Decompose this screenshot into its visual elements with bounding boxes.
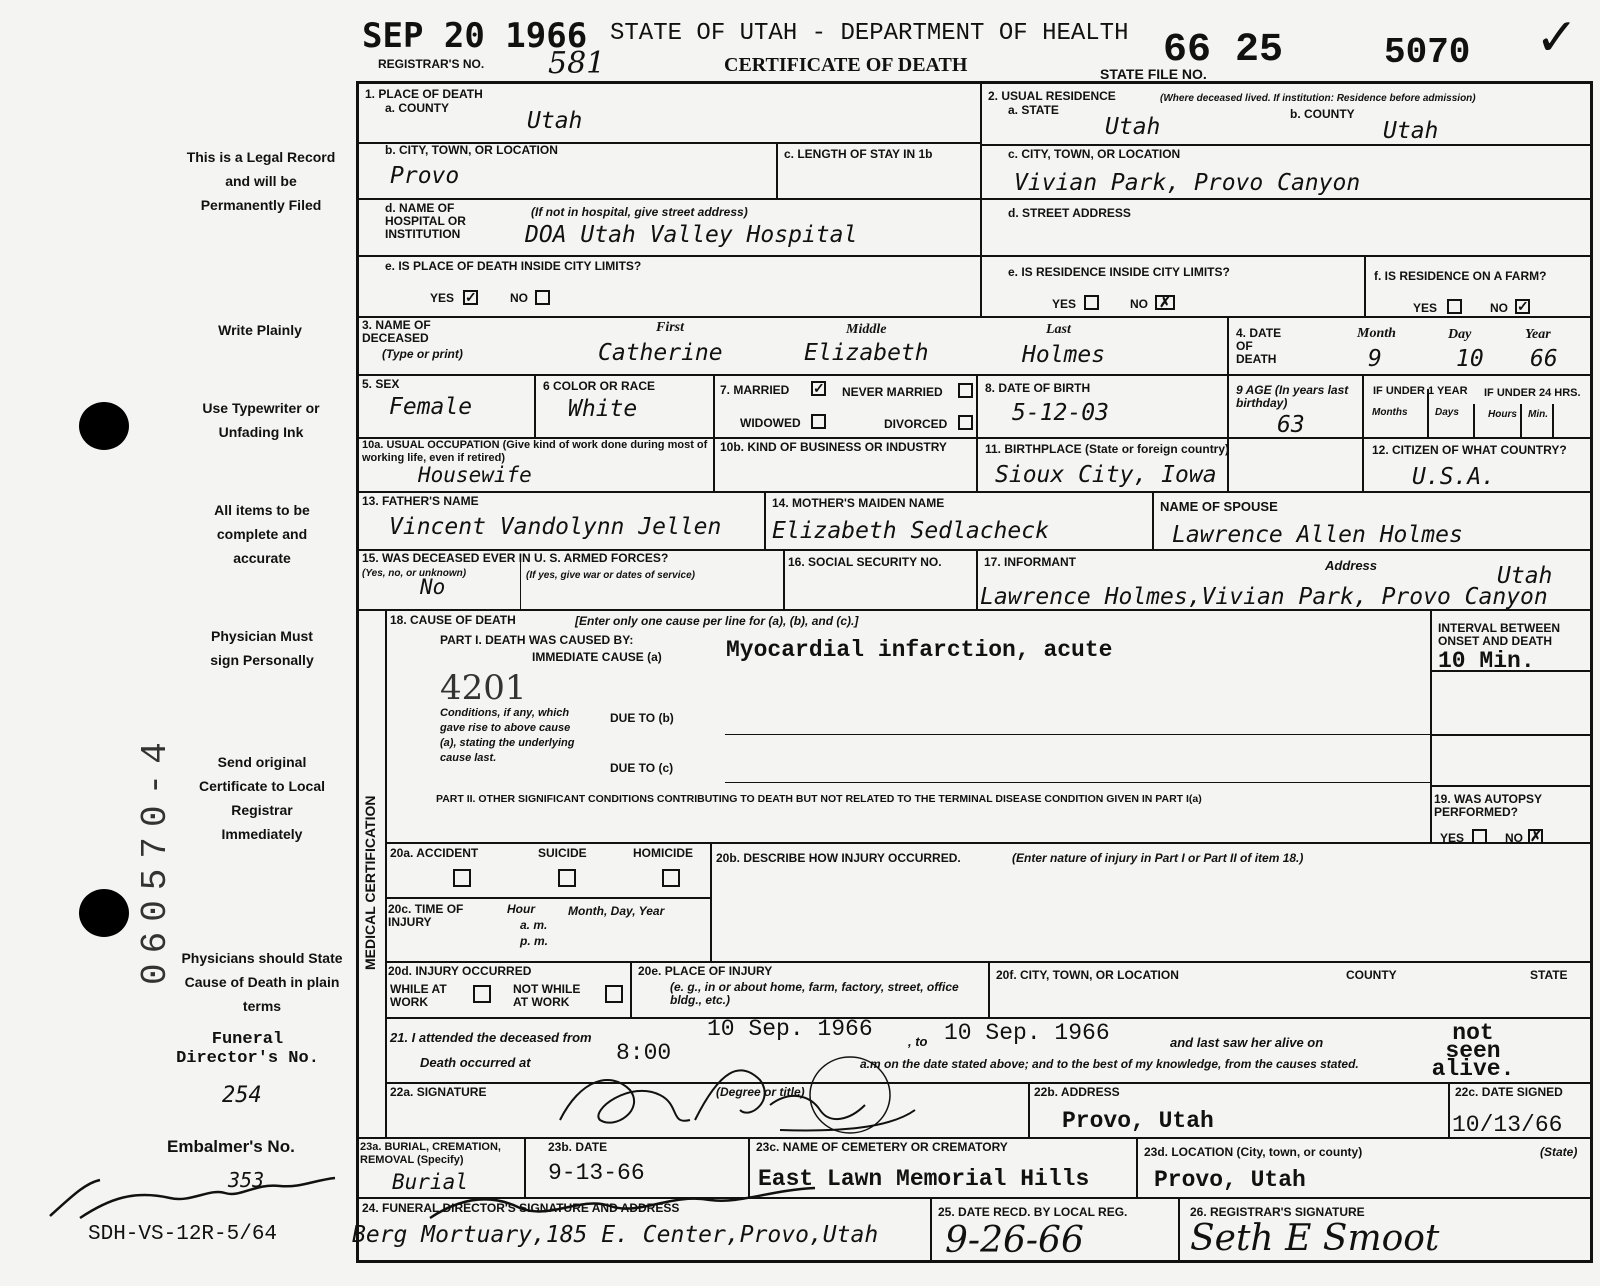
- occupation-value: Housewife: [418, 463, 532, 487]
- suicide-label: SUICIDE: [538, 846, 587, 860]
- injury-city-label: 20f. CITY, TOWN, OR LOCATION: [996, 968, 1179, 982]
- res-state-label: a. STATE: [1008, 103, 1059, 117]
- sidebar-all-items: All items to be complete and accurate: [214, 502, 310, 566]
- type-note: (Type or print): [382, 347, 463, 361]
- date-signed-label: 22c. DATE SIGNED: [1455, 1085, 1563, 1099]
- part-1-label: PART I. DEATH WAS CAUSED BY:: [440, 633, 634, 647]
- hours-label: Hours: [1488, 409, 1517, 420]
- pod-no-label: NO: [510, 291, 528, 305]
- form-title: STATE OF UTAH - DEPARTMENT OF HEALTH: [610, 20, 1129, 47]
- first-label: First: [656, 320, 685, 335]
- registrar-signature: Seth E Smoot: [1190, 1218, 1440, 1259]
- spouse-value: Lawrence Allen Holmes: [1172, 522, 1463, 548]
- state-file-number: 5070: [1384, 32, 1471, 73]
- death-year-value: 66: [1530, 346, 1558, 372]
- autopsy-yes-checkbox[interactable]: [1472, 829, 1487, 844]
- physician-address-value: Provo, Utah: [1062, 1108, 1214, 1134]
- injury-occurred-label: 20d. INJURY OCCURRED: [388, 964, 532, 978]
- year-label: Year: [1525, 327, 1551, 342]
- not-while-at-work-checkbox[interactable]: [605, 985, 623, 1003]
- while-at-work-label: WHILE AT WORK: [390, 982, 447, 1009]
- res-farm-label: f. IS RESIDENCE ON A FARM?: [1374, 269, 1547, 283]
- age-value: 63: [1277, 412, 1305, 438]
- deceased-name-label: 3. NAME OF DECEASED: [362, 318, 431, 345]
- pm-label: p. m.: [520, 934, 549, 948]
- cause-code: 4201: [440, 668, 527, 708]
- funeral-director-number: 254: [222, 1083, 262, 1108]
- sidebar-physician-sign: Physician Must sign Personally: [210, 628, 314, 668]
- date-recd-value: 9-26-66: [945, 1220, 1084, 1261]
- last-saw-value: not seen alive.: [1431, 1020, 1515, 1082]
- homicide-checkbox[interactable]: [662, 869, 680, 887]
- sidebar-write-plainly: Write Plainly: [218, 322, 302, 338]
- sex-label: 5. SEX: [362, 377, 400, 391]
- race-value: White: [568, 396, 638, 422]
- embalmer-signature: [40, 1168, 340, 1228]
- hospital-label: d. NAME OF HOSPITAL OR INSTITUTION: [385, 201, 466, 241]
- sidebar-use-typewriter: Use Typewriter or Unfading Ink: [202, 400, 320, 440]
- informant-label: 17. INFORMANT: [984, 555, 1077, 569]
- punch-hole-bottom: [79, 889, 129, 937]
- hour-label: Hour: [507, 902, 535, 916]
- time-of-injury-label: 20c. TIME OF INJURY: [388, 902, 464, 929]
- death-day-value: 10: [1456, 346, 1484, 372]
- last-saw-label: and last saw her alive on: [1170, 1035, 1324, 1050]
- farm-yes-checkbox[interactable]: [1447, 299, 1462, 314]
- attended-to-value: 10 Sep. 1966: [944, 1020, 1110, 1046]
- pod-city-value: Provo: [390, 163, 460, 189]
- informant-address-label: Address: [1325, 558, 1378, 573]
- min-label: Min.: [1528, 409, 1548, 420]
- death-month-value: 9: [1368, 346, 1382, 372]
- cemetery-value: East Lawn Memorial Hills: [758, 1166, 1090, 1192]
- informant-state-value: Utah: [1497, 563, 1553, 589]
- informant-value: Lawrence Holmes,Vivian Park, Provo Canyon: [980, 584, 1548, 610]
- last-label: Last: [1046, 322, 1071, 337]
- cause-note: [Enter only one cause per line for (a), (b), and (c).]: [575, 614, 859, 628]
- armed-forces-value: No: [420, 575, 446, 599]
- month-label: Month: [1357, 326, 1396, 341]
- pod-county-value: Utah: [527, 108, 583, 134]
- hospital-note: (If not in hospital, give street address): [531, 205, 748, 219]
- death-time-value: 8:00: [616, 1040, 672, 1066]
- under-24-hrs-label: IF UNDER 24 HRS.: [1484, 387, 1581, 399]
- serial-number: 060570-4: [135, 732, 176, 985]
- immediate-cause-label: IMMEDIATE CAUSE (a): [532, 650, 662, 664]
- res-city-value: Vivian Park, Provo Canyon: [1014, 170, 1361, 196]
- citizen-value: U.S.A.: [1412, 464, 1496, 490]
- death-time-suffix: a.m on the date stated above; and to the best of my knowledge, from the causes stated.: [860, 1057, 1359, 1071]
- sex-value: Female: [389, 394, 473, 420]
- funeral-director-signature: [420, 1178, 820, 1228]
- middle-name-value: Elizabeth: [804, 340, 929, 366]
- burial-date-value: 9-13-66: [548, 1160, 645, 1186]
- place-of-injury-note: (e. g., in or about home, farm, factory, street, office bldg., etc.): [670, 980, 959, 1007]
- birth-date-value: 5-12-03: [1012, 400, 1109, 426]
- due-to-b-label: DUE TO (b): [610, 711, 674, 725]
- divorced-checkbox[interactable]: [958, 415, 973, 430]
- armed-note-2: (If yes, give war or dates of service): [526, 570, 695, 581]
- res-city-label: c. CITY, TOWN, OR LOCATION: [1008, 147, 1181, 161]
- embalmer-label: Embalmer's No.: [167, 1137, 295, 1156]
- funeral-director-value: Berg Mortuary,185 E. Center,Provo,Utah: [352, 1222, 879, 1248]
- funeral-director-sig-label: 24. FUNERAL DIRECTOR'S SIGNATURE AND ADDRESS: [362, 1201, 680, 1215]
- first-name-value: Catherine: [598, 340, 723, 366]
- date-of-death-label: 4. DATE OF DEATH: [1236, 326, 1282, 366]
- farm-yes-label: YES: [1413, 301, 1438, 315]
- form-number: SDH-VS-12R-5/64: [88, 1223, 278, 1246]
- burial-label: 23a. BURIAL, CREMATION, REMOVAL (Specify): [360, 1141, 501, 1166]
- length-of-stay-label: c. LENGTH OF STAY IN 1b: [784, 147, 933, 161]
- homicide-label: HOMICIDE: [633, 846, 693, 860]
- armed-note-1: (Yes, no, or unknown): [362, 568, 467, 579]
- funeral-director-label: Funeral Director's No.: [176, 1030, 319, 1068]
- sidebar-send-original: Send original Certificate to Local Registrar Immediately: [198, 754, 326, 842]
- months-label: Months: [1372, 407, 1408, 418]
- registrar-label: REGISTRAR'S NO.: [378, 57, 485, 71]
- medical-certification-label: MEDICAL CERTIFICATION: [362, 795, 378, 970]
- day-label: Day: [1448, 327, 1472, 342]
- divorced-label: DIVORCED: [884, 417, 948, 431]
- days-label: Days: [1435, 407, 1459, 418]
- pod-county-label: a. COUNTY: [385, 101, 450, 115]
- married-checkbox[interactable]: ✓: [813, 380, 825, 396]
- punch-hole-top: [79, 402, 129, 450]
- res-county-value: Utah: [1383, 118, 1439, 144]
- injury-county-label: COUNTY: [1346, 968, 1397, 982]
- farm-no-checkbox[interactable]: ✓: [1517, 298, 1529, 314]
- death-occurred-label: Death occurred at: [420, 1055, 531, 1070]
- mother-value: Elizabeth Sedlacheck: [772, 518, 1049, 544]
- occupation-label: 10a. USUAL OCCUPATION (Give kind of work done during most of working life, even if retired): [362, 439, 708, 464]
- registrar-number: 581: [548, 46, 606, 81]
- cause-of-death-label: 18. CAUSE OF DEATH: [390, 613, 516, 627]
- date-stamp: SEP 20 1966: [362, 16, 588, 56]
- autopsy-no-checkbox[interactable]: ✗: [1530, 828, 1542, 844]
- business-label: 10b. KIND OF BUSINESS OR INDUSTRY: [720, 440, 947, 454]
- autopsy-label: 19. WAS AUTOPSY PERFORMED?: [1434, 792, 1542, 819]
- burial-location-label: 23d. LOCATION (City, town, or county): [1144, 1145, 1363, 1159]
- describe-injury-note: (Enter nature of injury in Part I or Part II of item 18.): [1012, 851, 1304, 865]
- date-recd-label: 25. DATE RECD. BY LOCAL REG.: [938, 1205, 1128, 1219]
- burial-value: Burial: [392, 1170, 468, 1194]
- mdy-label: Month, Day, Year: [568, 904, 665, 918]
- res-inside-limits-label: e. IS RESIDENCE INSIDE CITY LIMITS?: [1008, 265, 1230, 279]
- cemetery-label: 23c. NAME OF CEMETERY OR CREMATORY: [756, 1140, 1008, 1154]
- pod-inside-limits-label: e. IS PLACE OF DEATH INSIDE CITY LIMITS?: [385, 259, 642, 273]
- due-to-c-label: DUE TO (c): [610, 761, 674, 775]
- embalmer-number: 353: [228, 1168, 265, 1192]
- am-label: a. m.: [520, 918, 548, 932]
- immediate-cause-value: Myocardial infarction, acute: [726, 637, 1113, 663]
- signature-label: 22a. SIGNATURE: [390, 1085, 487, 1099]
- spouse-label: NAME OF SPOUSE: [1160, 499, 1278, 514]
- res-county-label: b. COUNTY: [1290, 107, 1355, 121]
- res-state-value: Utah: [1105, 114, 1161, 140]
- birthplace-label: 11. BIRTHPLACE (State or foreign country): [985, 442, 1230, 456]
- res-street-label: d. STREET ADDRESS: [1008, 206, 1131, 220]
- date-signed-value: 10/13/66: [1452, 1112, 1563, 1138]
- interval-label: INTERVAL BETWEEN ONSET AND DEATH: [1438, 621, 1561, 648]
- age-label: 9 AGE (In years last birthday): [1236, 383, 1349, 410]
- ssn-label: 16. SOCIAL SECURITY NO.: [788, 555, 942, 569]
- pod-yes-label: YES: [430, 291, 455, 305]
- burial-date-label: 23b. DATE: [548, 1140, 608, 1154]
- burial-location-value: Provo, Utah: [1154, 1167, 1306, 1193]
- burial-state-label: (State): [1540, 1145, 1578, 1159]
- married-label: 7. MARRIED: [720, 383, 790, 397]
- conditions-note: Conditions, if any, which gave rise to above cause (a), stating the underlying cause last.: [440, 707, 575, 764]
- res-yes-label: YES: [1052, 297, 1077, 311]
- accident-checkbox[interactable]: [453, 869, 471, 887]
- middle-label: Middle: [846, 322, 887, 337]
- while-at-work-checkbox[interactable]: [473, 985, 491, 1003]
- residence-note: (Where deceased lived. If institution: Residence before admission): [1160, 93, 1476, 104]
- residence-label: 2. USUAL RESIDENCE: [988, 89, 1116, 103]
- place-of-death-label: 1. PLACE OF DEATH: [365, 87, 483, 101]
- physician-signature: [520, 1050, 920, 1140]
- never-married-checkbox[interactable]: [958, 383, 973, 398]
- registrar-sig-label: 26. REGISTRAR'S SIGNATURE: [1190, 1205, 1365, 1219]
- place-of-injury-label: 20e. PLACE OF INJURY: [638, 964, 773, 978]
- sidebar-physicians-should: Physicians should State Cause of Death in plain terms: [181, 950, 343, 1014]
- degree-label: (Degree or title): [716, 1085, 805, 1099]
- farm-no-label: NO: [1490, 301, 1508, 315]
- attended-label: 21. I attended the deceased from: [390, 1030, 592, 1045]
- attended-from-value: 10 Sep. 1966: [707, 1016, 873, 1042]
- under-1-year-label: IF UNDER 1 YEAR: [1373, 385, 1468, 397]
- checkmark-icon: ✓: [1535, 9, 1579, 67]
- mother-label: 14. MOTHER'S MAIDEN NAME: [772, 496, 945, 510]
- widowed-checkbox[interactable]: [811, 414, 826, 429]
- birthplace-value: Sioux City, Iowa: [995, 462, 1217, 488]
- armed-forces-label: 15. WAS DECEASED EVER IN U. S. ARMED FORCES?: [362, 551, 669, 565]
- res-inside-no-checkbox[interactable]: ✗: [1155, 295, 1175, 310]
- suicide-checkbox[interactable]: [558, 869, 576, 887]
- not-while-at-work-label: NOT WHILE AT WORK: [513, 982, 581, 1009]
- pod-inside-no-checkbox[interactable]: [535, 290, 550, 305]
- accident-label: 20a. ACCIDENT: [390, 846, 479, 860]
- hospital-value: DOA Utah Valley Hospital: [525, 222, 858, 248]
- part-2-label: PART II. OTHER SIGNIFICANT CONDITIONS CONTRIBUTING TO DEATH BUT NOT RELATED TO THE TERMINAL DISEASE CONDITION GIVEN IN PART I(a): [436, 793, 1202, 805]
- describe-injury-label: 20b. DESCRIBE HOW INJURY OCCURRED.: [716, 851, 961, 865]
- father-label: 13. FATHER'S NAME: [362, 494, 479, 508]
- pod-city-label: b. CITY, TOWN, OR LOCATION: [385, 143, 558, 157]
- never-married-label: NEVER MARRIED: [842, 385, 943, 399]
- to-label: , to: [908, 1034, 928, 1049]
- last-name-value: Holmes: [1022, 342, 1106, 368]
- race-label: 6 COLOR OR RACE: [543, 379, 656, 393]
- sidebar-legal-record: This is a Legal Record and will be Permanently Filed: [186, 149, 336, 213]
- birth-date-label: 8. DATE OF BIRTH: [985, 381, 1091, 395]
- father-value: Vincent Vandolynn Jellen: [389, 514, 722, 540]
- res-inside-yes-checkbox[interactable]: [1084, 295, 1099, 310]
- state-file-label: STATE FILE NO.: [1100, 66, 1207, 82]
- physician-address-label: 22b. ADDRESS: [1034, 1085, 1120, 1099]
- state-file-prefix: 66 25: [1163, 28, 1284, 73]
- citizen-label: 12. CITIZEN OF WHAT COUNTRY?: [1372, 443, 1567, 457]
- autopsy-yes-label: YES: [1440, 831, 1465, 845]
- widowed-label: WIDOWED: [740, 416, 801, 430]
- interval-value: 10 Min.: [1438, 648, 1535, 674]
- pod-inside-yes-checkbox[interactable]: ✓: [465, 289, 477, 305]
- res-no-label: NO: [1130, 297, 1148, 311]
- injury-state-label: STATE: [1530, 968, 1568, 982]
- autopsy-no-label: NO: [1505, 831, 1523, 845]
- form-subtitle: CERTIFICATE OF DEATH: [724, 54, 968, 76]
